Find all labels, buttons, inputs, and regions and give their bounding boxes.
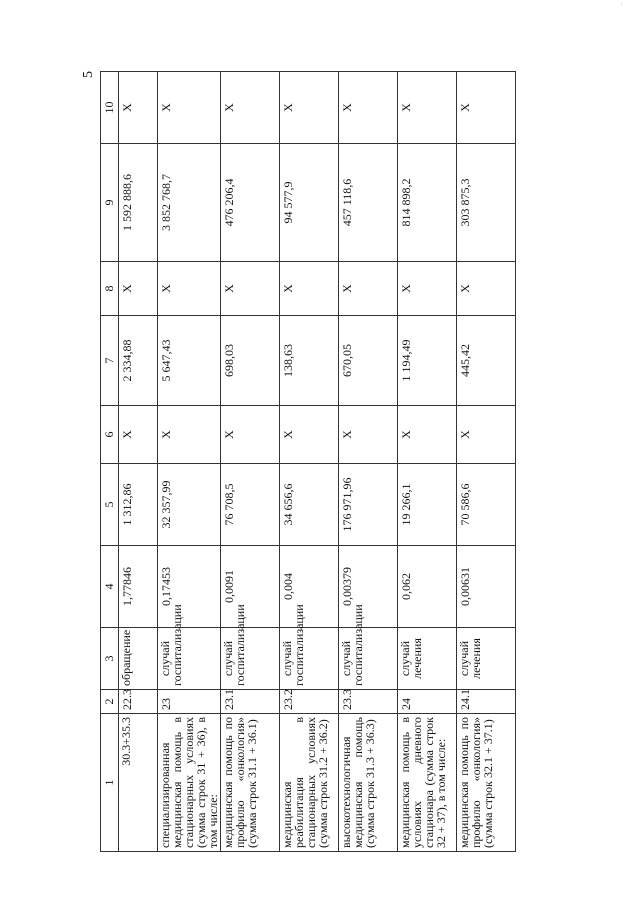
value-cell: X — [119, 262, 158, 316]
value-cell: 698,03 — [221, 316, 280, 406]
value-cell: 0,004 — [280, 546, 339, 628]
unit-cell: случай лечения — [398, 628, 457, 690]
value-cell: 94 577,9 — [280, 144, 339, 262]
value-cell: 2 334,88 — [119, 316, 158, 406]
value-cell: 476 206,4 — [221, 144, 280, 262]
row-number: 24 — [398, 690, 457, 714]
data-table — [100, 71, 516, 852]
value-cell: 0,17453 — [158, 546, 221, 628]
row-number: 23.2 — [280, 690, 339, 714]
corner-marker: ... — [618, 1, 624, 6]
value-cell: X — [398, 406, 457, 464]
value-cell: 138,63 — [280, 316, 339, 406]
value-cell: X — [398, 72, 457, 144]
value-cell: X — [119, 406, 158, 464]
value-cell: X — [221, 406, 280, 464]
col-header-2: 2 — [101, 690, 119, 714]
table-row — [119, 72, 158, 852]
col-header-8: 8 — [101, 262, 119, 316]
row-label: медицинская помощь в условиях дневного стационара (сумма строк 32 + 37), в том числе: — [398, 714, 457, 852]
value-cell: 1,77846 — [119, 546, 158, 628]
row-number: 23 — [158, 690, 221, 714]
row-label: высокотехнологичная медицинская помощь (сумма строк 31.3 + 36.3) — [339, 714, 398, 852]
col-header-7: 7 — [101, 316, 119, 406]
row-number: 23.1 — [221, 690, 280, 714]
value-cell: X — [158, 262, 221, 316]
unit-cell: случай госпитализации — [158, 628, 221, 690]
value-cell: 445,42 — [457, 316, 516, 406]
row-label: медицинская реабилитация в стационарных условиях (сумма строк 31.2 + 36.2) — [280, 714, 339, 852]
table-row — [221, 72, 280, 852]
value-cell: X — [339, 406, 398, 464]
unit-cell: случай госпитализации — [280, 628, 339, 690]
value-cell: 1 592 888,6 — [119, 144, 158, 262]
row-label: медицинская помощь по профилю «онкология» (сумма строк 31.1 + 36.1) — [221, 714, 280, 852]
value-cell: X — [280, 406, 339, 464]
table-row — [398, 72, 457, 852]
value-cell: X — [280, 262, 339, 316]
col-header-6: 6 — [101, 406, 119, 464]
header-row — [101, 72, 119, 852]
table-row — [339, 72, 398, 852]
value-cell: X — [457, 406, 516, 464]
value-cell: 3 852 768,7 — [158, 144, 221, 262]
value-cell: X — [457, 72, 516, 144]
col-header-4: 4 — [101, 546, 119, 628]
value-cell: 19 266,1 — [398, 464, 457, 546]
row-number: 22.3 — [119, 690, 158, 714]
rotated-table-container — [100, 72, 620, 852]
value-cell: X — [398, 262, 457, 316]
value-cell: X — [119, 72, 158, 144]
unit-cell: обращение — [119, 628, 158, 690]
table-row — [457, 72, 516, 852]
value-cell: 0,0091 — [221, 546, 280, 628]
value-cell: 457 118,6 — [339, 144, 398, 262]
col-header-5: 5 — [101, 464, 119, 546]
col-header-3: 3 — [101, 628, 119, 690]
unit-cell: случай госпитализации — [339, 628, 398, 690]
value-cell: 303 875,3 — [457, 144, 516, 262]
value-cell: 1 312,86 — [119, 464, 158, 546]
value-cell: 0,00631 — [457, 546, 516, 628]
page-number: 5 — [81, 71, 96, 78]
col-header-9: 9 — [101, 144, 119, 262]
row-label: медицинская помощь по профилю «онкология» (сумма строк 32.1 + 37.1) — [457, 714, 516, 852]
value-cell: 76 708,5 — [221, 464, 280, 546]
value-cell: 0,00379 — [339, 546, 398, 628]
row-number: 24.1 — [457, 690, 516, 714]
unit-cell: случай лечения — [457, 628, 516, 690]
value-cell: X — [457, 262, 516, 316]
table-row — [280, 72, 339, 852]
col-header-10: 10 — [101, 72, 119, 144]
value-cell: 0,062 — [398, 546, 457, 628]
value-cell: X — [280, 72, 339, 144]
value-cell: 70 586,6 — [457, 464, 516, 546]
row-label: специализированная медицинская помощь в стационарных условиях (сумма строк 31 + 36), в том числе: — [158, 714, 221, 852]
row-number: 23.3 — [339, 690, 398, 714]
value-cell: X — [339, 262, 398, 316]
col-header-1: 1 — [101, 714, 119, 852]
table-row — [158, 72, 221, 852]
value-cell: 34 656,6 — [280, 464, 339, 546]
value-cell: X — [158, 406, 221, 464]
value-cell: X — [158, 72, 221, 144]
value-cell: X — [221, 262, 280, 316]
value-cell: 814 898,2 — [398, 144, 457, 262]
value-cell: X — [339, 72, 398, 144]
row-label: 30.3+35.3 — [119, 714, 158, 852]
value-cell: 32 357,99 — [158, 464, 221, 546]
value-cell: 176 971,96 — [339, 464, 398, 546]
value-cell: X — [221, 72, 280, 144]
value-cell: 5 647,43 — [158, 316, 221, 406]
value-cell: 1 194,49 — [398, 316, 457, 406]
unit-cell: случай госпитализации — [221, 628, 280, 690]
value-cell: 670,05 — [339, 316, 398, 406]
